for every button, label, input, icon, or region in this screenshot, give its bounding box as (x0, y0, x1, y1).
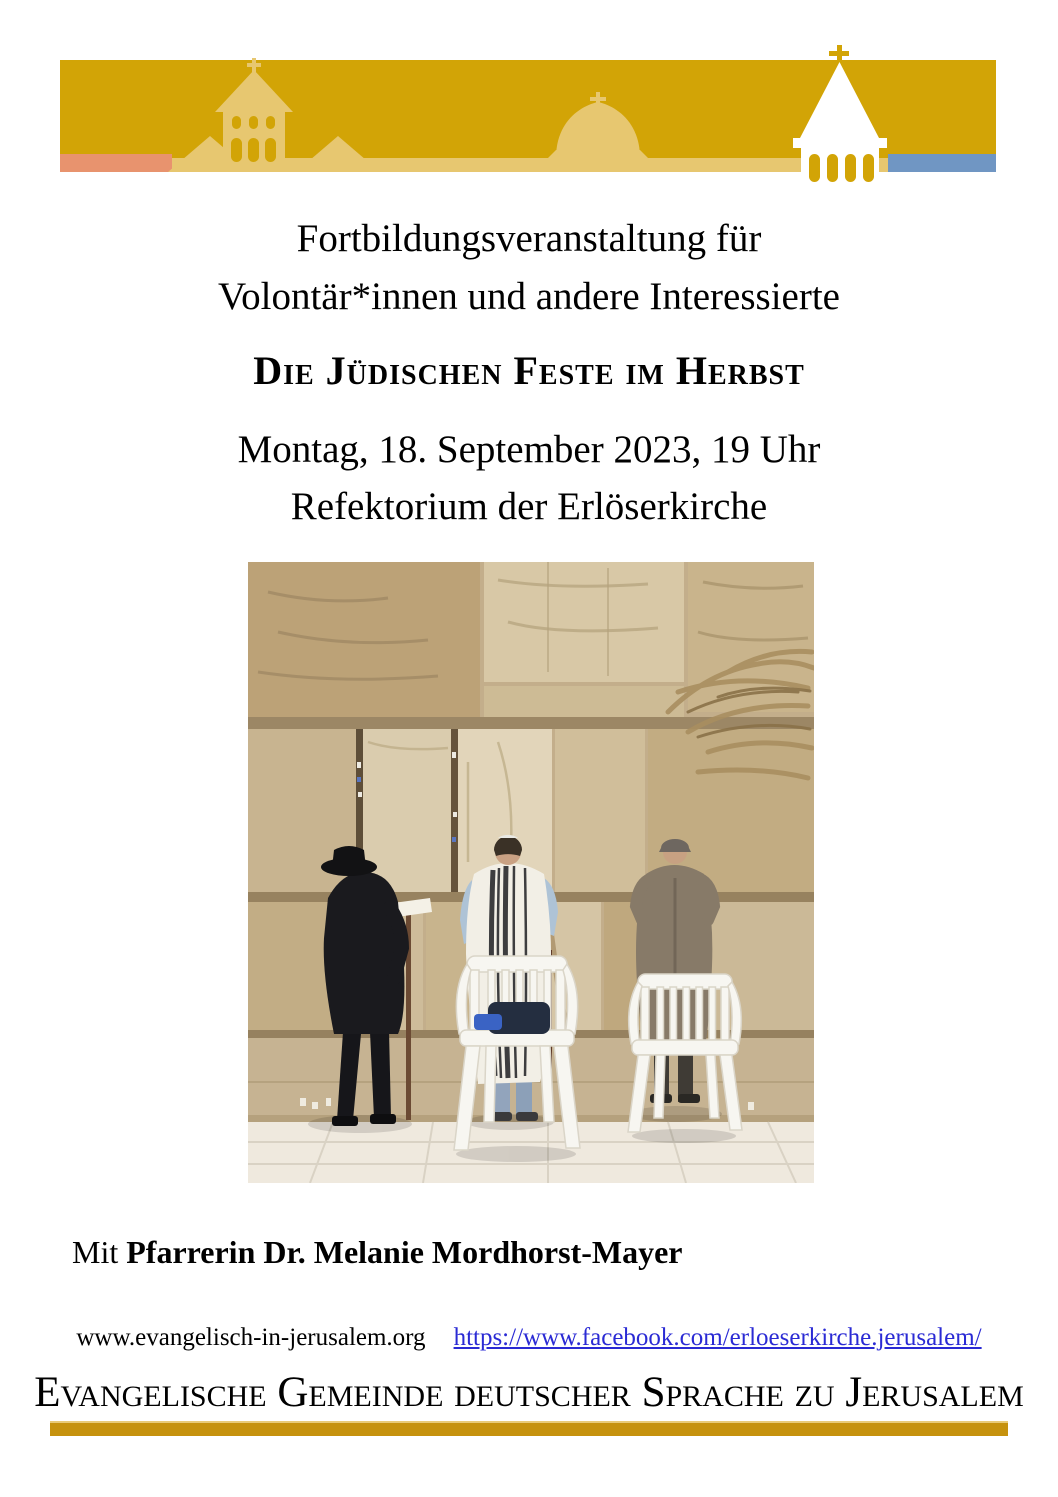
banner-accent-left (60, 154, 172, 172)
jerusalem-skyline-banner (60, 40, 996, 190)
intro-line-2: Volontär*innen und andere Interessierte (218, 275, 840, 318)
organization-name: Evangelische Gemeinde deutscher Sprache zu Jerusalem (34, 1369, 1024, 1416)
speaker-name: Pfarrerin Dr. Melanie Mordhorst-Mayer (126, 1234, 683, 1270)
event-datetime: Montag, 18. September 2023, 19 Uhr (237, 428, 821, 471)
links-row (0, 1324, 1058, 1352)
speaker-line (72, 1234, 683, 1271)
event-title: Die Jüdischen Feste im Herbst (253, 348, 805, 393)
bottom-gold-bar (50, 1421, 1008, 1436)
event-when (0, 421, 1058, 535)
website-url: www.evangelisch-in-jerusalem.org (76, 1324, 426, 1351)
event-location: Refektorium der Erlöserkirche (290, 485, 768, 528)
western-wall-illustration (248, 562, 814, 1183)
speaker-prefix: Mit (72, 1234, 127, 1270)
facebook-link[interactable]: https://www.facebook.com/erloeserkirche.jerusalem/ (453, 1324, 982, 1351)
intro-line-1: Fortbildungsveranstaltung für (296, 217, 762, 260)
banner-accent-right (888, 154, 996, 172)
header-banner (60, 40, 996, 190)
intro-text (0, 210, 1058, 326)
wall-upper-stones (248, 562, 814, 729)
western-wall-photo (248, 562, 814, 1183)
